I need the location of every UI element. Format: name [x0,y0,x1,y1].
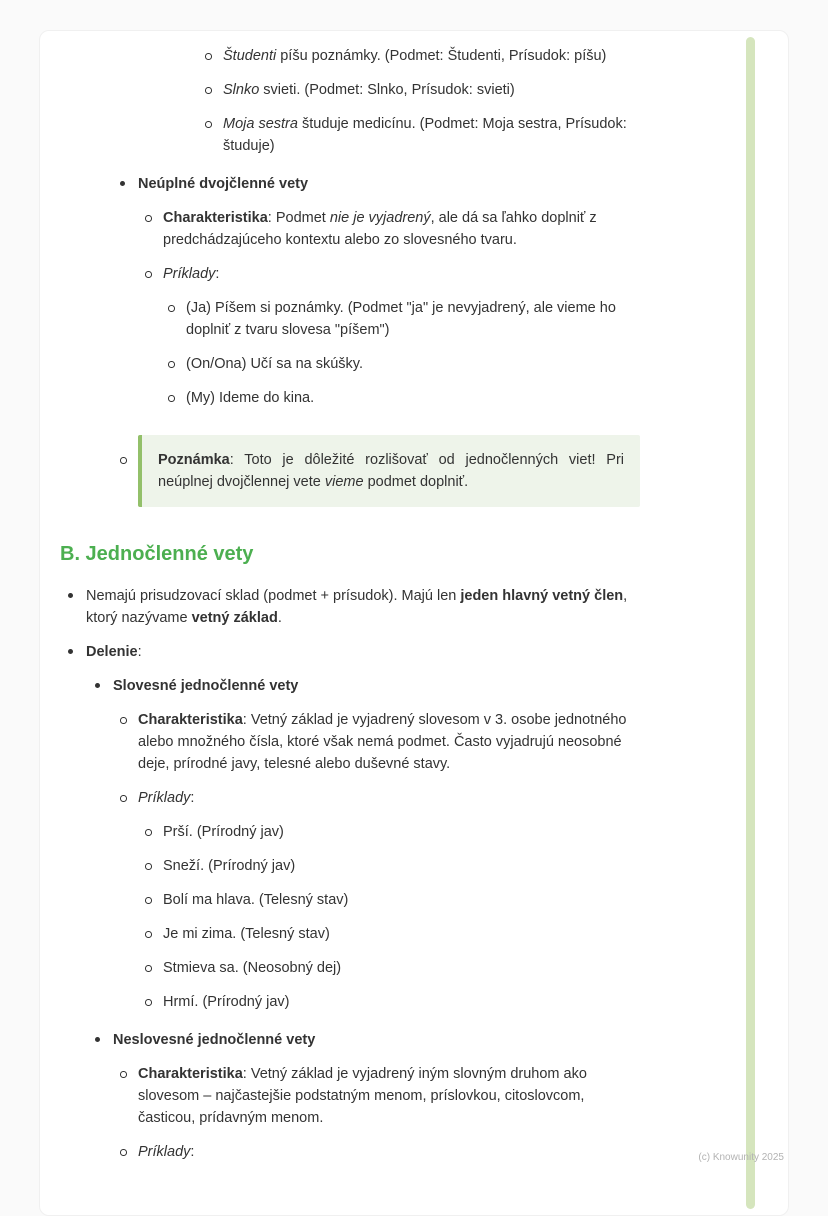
text-segment: svieti. (Podmet: Slnko, Prísudok: svieti) [259,82,515,98]
list-item [60,991,640,1013]
text-segment: nie je vyjadrený [329,210,431,226]
document-content [60,45,640,1163]
text-segment: podmet doplniť. [363,474,469,490]
text-segment: : Vetný základ je vyjadrený iným slovným druhom ako slovesom – najčastejšie podstatným menom, príslovkou, citoslovcom, časticou, prídavným menom. [138,1066,587,1126]
list-item [60,855,640,877]
item-text [163,889,640,911]
list-item [60,787,640,809]
bullet-disc-icon [68,641,86,654]
bullet-circle-icon [145,923,163,938]
list-item [60,1029,640,1051]
note-item [60,435,640,507]
list-item [60,387,640,409]
section-heading: B. Jednočlenné vety [60,543,254,565]
item-text [86,585,640,629]
item-text [163,957,640,979]
text-segment: Prší. (Prírodný jav) [163,824,284,840]
text-segment: : [190,790,195,806]
text-segment: Charakteristika [163,210,268,226]
item-text [138,173,640,195]
item-text [113,1029,640,1051]
list-item [60,889,640,911]
text-segment: , ktorý nazývame [86,588,628,626]
bullet-circle-icon [120,1063,138,1078]
list-item [60,821,640,843]
text-segment: Príklady [138,1144,191,1160]
bullet-circle-icon [145,991,163,1006]
text-segment: Slnko [223,82,260,98]
copyright-watermark: (c) Knowunity 2025 [698,1152,784,1163]
bullet-disc-icon [95,1029,113,1042]
note-box [138,435,640,507]
text-segment: , ale dá sa ľahko doplniť z predchádzajúceho kontextu alebo zo slovesného tvaru. [163,210,597,248]
bullet-circle-icon [145,855,163,870]
item-text [186,297,640,341]
bullet-circle-icon [168,297,186,312]
bullet-circle-icon [168,353,186,368]
list-item [60,297,640,341]
item-text [186,353,640,375]
text-segment: Príklady [163,266,216,282]
list-item [60,641,640,663]
list-item [60,709,640,775]
text-segment: : Toto je dôležité rozlišovať od jednočlenných viet! Pri neúplnej dvojčlennej vete [158,452,624,490]
text-segment: (Ja) Píšem si poznámky. (Podmet "ja" je nevyjadrený, ale vieme ho doplniť z tvaru slovesa "píšem") [186,300,616,338]
text-segment: (My) Ideme do kina. [186,390,315,406]
text-segment: : [215,266,220,282]
item-text [163,855,640,877]
list-item [60,923,640,945]
list-item [60,45,640,67]
text-segment: Hrmí. (Prírodný jav) [163,994,290,1010]
text-segment: vetný základ [191,610,278,626]
right-accent-bar [746,37,755,1209]
list-item [60,957,640,979]
bullet-circle-icon [120,709,138,724]
text-segment: Neslovesné jednočlenné vety [113,1032,316,1048]
bullet-circle-icon [145,889,163,904]
item-text [163,821,640,843]
text-segment: vieme [324,474,364,490]
text-segment: . [277,610,282,626]
text-segment: (On/Ona) Učí sa na skúšky. [186,356,364,372]
text-segment: : [137,644,142,660]
item-text [186,387,640,409]
bullet-circle-icon [120,1141,138,1156]
text-segment: : Vetný základ je vyjadrený slovesom v 3. osobe jednotného alebo množného čísla, ktoré však nemá podmet. Často vyjadrujú neosobné deje, prírodné javy, telesné alebo duševné stavy. [138,712,627,772]
item-text [223,45,640,67]
text-segment: Charakteristika [138,1066,243,1082]
bullet-circle-icon [120,435,138,464]
item-text [163,923,640,945]
item-text [138,1063,640,1129]
text-segment: Príklady [138,790,191,806]
item-text [163,991,640,1013]
bullet-disc-icon [68,585,86,598]
bullet-circle-icon [145,263,163,278]
list-item [60,207,640,251]
item-text [138,787,640,809]
list-item [60,113,640,157]
bullet-disc-icon [95,675,113,688]
text-segment: Študenti [223,48,277,64]
text-segment: Moja sestra [223,116,298,132]
list-item [60,353,640,375]
text-segment: Je mi zima. (Telesný stav) [163,926,330,942]
bullet-circle-icon [145,207,163,222]
list-item [60,263,640,285]
text-segment: : Podmet [267,210,330,226]
bullet-circle-icon [205,113,223,128]
text-segment: Slovesné jednočlenné vety [113,678,299,694]
list-item [60,173,640,195]
text-segment: Poznámka [158,452,230,468]
text-segment: Sneží. (Prírodný jav) [163,858,296,874]
item-text [223,79,640,101]
document-page [39,30,789,1216]
text-segment: Stmieva sa. (Neosobný dej) [163,960,342,976]
bullet-circle-icon [168,387,186,402]
list-item [60,1063,640,1129]
bullet-disc-icon [120,173,138,186]
item-text [163,263,640,285]
text-segment: Bolí ma hlava. (Telesný stav) [163,892,349,908]
list-item [60,1141,640,1163]
item-text [223,113,640,157]
text-segment: študuje medicínu. (Podmet: Moja sestra, Prísudok: študuje) [223,116,627,154]
bullet-circle-icon [145,957,163,972]
list-item [60,675,640,697]
list-item [60,79,640,101]
bullet-circle-icon [145,821,163,836]
bullet-circle-icon [205,79,223,94]
item-text [138,709,640,775]
bullet-circle-icon [205,45,223,60]
item-text [86,641,640,663]
text-segment: Neúplné dvojčlenné vety [138,176,309,192]
text-segment: Nemajú prisudzovací sklad (podmet + prísudok). Majú len [86,588,461,604]
item-text [138,1141,640,1163]
bullet-circle-icon [120,787,138,802]
page-background [0,30,828,1216]
item-text [113,675,640,697]
text-segment: jeden hlavný vetný člen [460,588,624,604]
text-segment: píšu poznámky. (Podmet: Študenti, Prísudok: píšu) [276,48,607,64]
text-segment: : [190,1144,195,1160]
item-text [163,207,640,251]
text-segment: Charakteristika [138,712,243,728]
list-item [60,585,640,629]
text-segment: Delenie [86,644,138,660]
